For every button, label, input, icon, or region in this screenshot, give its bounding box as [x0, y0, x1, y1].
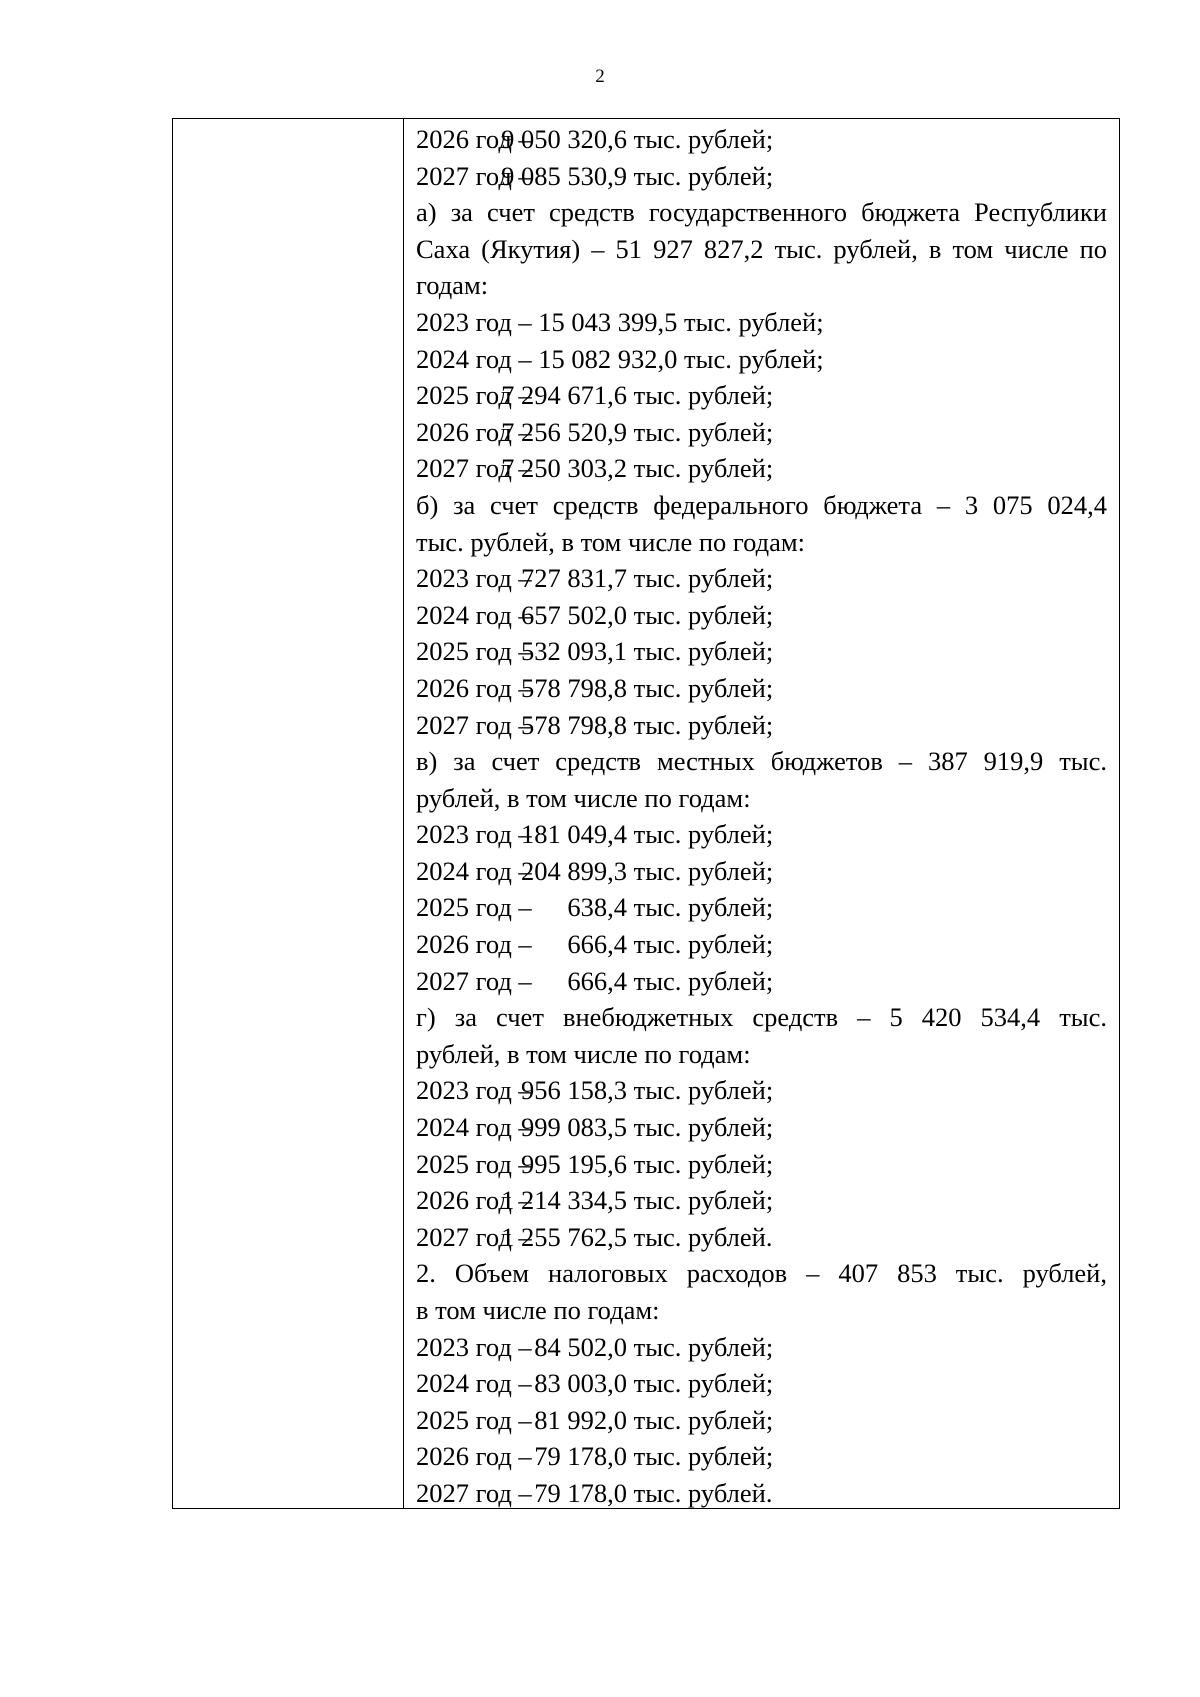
section-a-heading: годам:: [416, 270, 489, 301]
section-b-year-line: 2024 год –657 502,0 тыс. рублей;: [416, 599, 774, 630]
section-a-year-line: 2024 год – 15 082 932,0 тыс. рублей;: [416, 343, 824, 374]
section-g-year-line: 2027 год –1 255 762,5 тыс. рублей.: [416, 1221, 773, 1252]
section-a-year-line: 2026 год –7 256 520,9 тыс. рублей;: [416, 416, 774, 447]
tax-year-line: 2026 год –79 178,0 тыс. рублей;: [416, 1441, 774, 1472]
section-g-year-line: 2024 год –999 083,5 тыс. рублей;: [416, 1112, 774, 1143]
section-a-year-line: 2023 год – 15 043 399,5 тыс. рублей;: [416, 306, 824, 337]
tax-year-line: 2024 год –83 003,0 тыс. рублей;: [416, 1368, 774, 1399]
section-v-year-line: 2025 год – 638,4 тыс. рублей;: [416, 892, 774, 923]
financing-year-line: 2026 год –9 050 320,6 тыс. рублей;: [416, 124, 774, 154]
section-g-year-line: 2023 год –956 158,3 тыс. рублей;: [416, 1075, 774, 1106]
tax-year-line: 2027 год –79 178,0 тыс. рублей.: [416, 1477, 773, 1508]
section-a-year-line: 2027 год –7 250 303,2 тыс. рублей;: [416, 453, 774, 484]
section-b-heading: тыс. рублей, в том числе по годам:: [416, 526, 805, 557]
section-g-year-line: 2026 год –1 214 334,5 тыс. рублей;: [416, 1185, 774, 1216]
section-v-heading: в) за счет средств местных бюджетов – 387 919,9 тыс.: [416, 746, 1107, 777]
table-content-cell: [404, 119, 1119, 1508]
section-v-year-line: 2023 год –181 049,4 тыс. рублей;: [416, 819, 774, 850]
section-v-heading: рублей, в том числе по годам:: [416, 782, 751, 813]
section-b-year-line: 2023 год –727 831,7 тыс. рублей;: [416, 563, 774, 594]
passport-table: [172, 118, 1120, 1509]
section-b-year-line: 2027 год –578 798,8 тыс. рублей;: [416, 709, 774, 740]
section-b-year-line: 2026 год –578 798,8 тыс. рублей;: [416, 672, 774, 703]
section-v-year-line: 2024 год –204 899,3 тыс. рублей;: [416, 855, 774, 886]
section-a-heading: а) за счет средств государственного бюджета Республики: [416, 197, 1107, 228]
section-g-heading: рублей, в том числе по годам:: [416, 1038, 751, 1069]
section-b-year-line: 2025 год –532 093,1 тыс. рублей;: [416, 636, 774, 667]
section-b-heading: б) за счет средств федерального бюджета – 3 075 024,4: [416, 489, 1107, 520]
table-label-cell: [173, 119, 404, 1508]
tax-year-line: 2023 год –84 502,0 тыс. рублей;: [416, 1331, 774, 1362]
tax-year-line: 2025 год –81 992,0 тыс. рублей;: [416, 1404, 774, 1435]
page-number: 2: [595, 66, 605, 87]
tax-expenditures-heading: в том числе по годам:: [416, 1295, 660, 1325]
financing-year-line: 2027 год –9 085 530,9 тыс. рублей;: [416, 160, 774, 191]
tax-expenditures-heading: 2. Объем налоговых расходов – 407 853 тыс. рублей,: [416, 1258, 1107, 1289]
section-a-heading: Саха (Якутия) – 51 927 827,2 тыс. рублей, в том числе по: [416, 233, 1107, 264]
section-a-year-line: 2025 год –7 294 671,6 тыс. рублей;: [416, 380, 774, 411]
section-g-year-line: 2025 год –995 195,6 тыс. рублей;: [416, 1148, 774, 1179]
section-g-heading: г) за счет внебюджетных средств – 5 420 534,4 тыс.: [416, 1002, 1107, 1033]
section-v-year-line: 2027 год – 666,4 тыс. рублей;: [416, 965, 774, 996]
section-v-year-line: 2026 год – 666,4 тыс. рублей;: [416, 929, 774, 960]
